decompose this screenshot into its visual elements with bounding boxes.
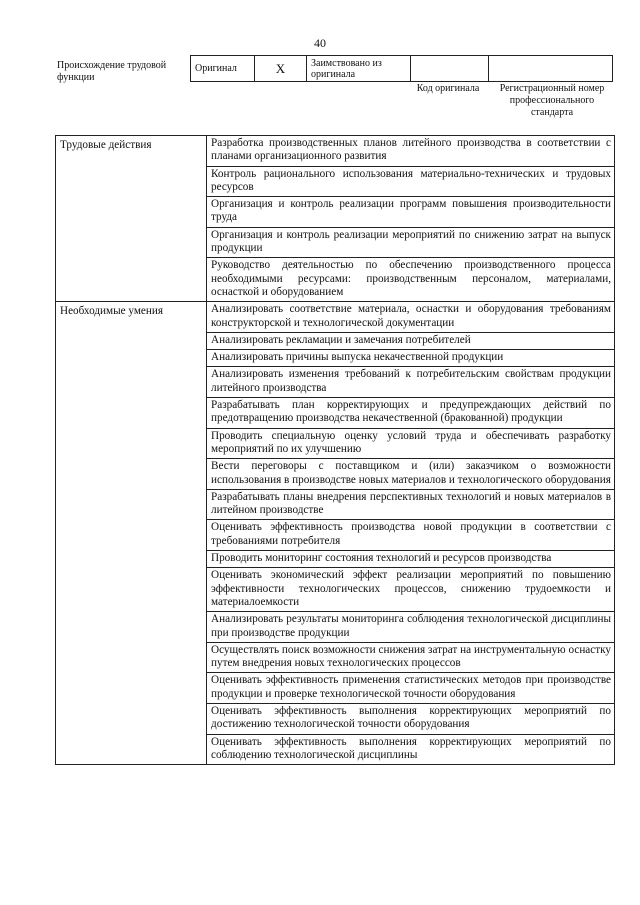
item-text: Анализировать результаты мониторинга соблюдения технологической дисциплины при производстве продукции — [207, 612, 615, 643]
borrowed-cell: Заимствовано из оригинала — [307, 56, 411, 82]
reg-number-caption: Регистрационный номер профессионального стандарта — [499, 83, 605, 118]
item-text: Осуществлять поиск возможности снижения затрат на инструментальную оснастку путем внедрения новых технологических процессов — [207, 642, 615, 673]
item-text: Разрабатывать планы внедрения перспективных технологий и новых материалов в литейном производстве — [207, 489, 615, 520]
item-text: Анализировать причины выпуска некачественной продукции — [207, 350, 615, 367]
section-label: Необходимые умения — [56, 302, 207, 765]
item-text: Разрабатывать план корректирующих и предупреждающих действий по предотвращению производства некачественной (бракованной) продукции — [207, 398, 615, 429]
item-text: Анализировать соответствие материала, оснастки и оборудования требованиям конструкторской и технологической документации — [207, 302, 615, 333]
original-cell: Оригинал — [191, 56, 255, 82]
item-text: Руководство деятельностью по обеспечению производственного процесса необходимыми ресурсами: производственным персоналом, материалами, оснасткой и оборудованием — [207, 258, 615, 302]
function-table — [55, 135, 615, 765]
table-row — [56, 136, 615, 167]
origin-table — [190, 55, 613, 82]
section-label: Трудовые действия — [56, 136, 207, 302]
item-text: Вести переговоры с поставщиком и (или) заказчиком о возможности использования в производстве новых материалов и технологического оборудования — [207, 459, 615, 490]
item-text: Оценивать эффективность применения статистических методов при производстве продукции и проверке технологической точности оборудования — [207, 673, 615, 704]
item-text: Проводить мониторинг состояния технологий и ресурсов производства — [207, 551, 615, 568]
item-text: Разработка производственных планов литейного производства в соответствии с планами организационного развития — [207, 136, 615, 167]
code-cell — [411, 56, 489, 82]
reg-number-cell — [489, 56, 613, 82]
item-text: Оценивать эффективность выполнения корректирующих мероприятий по достижению технологической точности оборудования — [207, 703, 615, 734]
item-text: Организация и контроль реализации программ повышения производительности труда — [207, 197, 615, 228]
item-text: Оценивать экономический эффект реализации мероприятий по повышению эффективности технологических процессов, снижению трудоемкости и материалоемкости — [207, 568, 615, 612]
page-number: 40 — [314, 36, 326, 50]
item-text: Организация и контроль реализации мероприятий по снижению затрат на выпуск продукции — [207, 227, 615, 258]
code-caption: Код оригинала — [416, 83, 480, 94]
item-text: Анализировать изменения требований к потребительским свойствам продукции литейного производства — [207, 367, 615, 398]
origin-label: Происхождение трудовой функции — [57, 60, 167, 83]
original-mark: X — [255, 56, 307, 82]
item-text: Контроль рационального использования материально-технических и трудовых ресурсов — [207, 166, 615, 197]
item-text: Оценивать эффективность производства новой продукции в соответствии с требованиями потребителя — [207, 520, 615, 551]
item-text: Проводить специальную оценку условий труда и обеспечивать разработку мероприятий по их улучшению — [207, 428, 615, 459]
item-text: Оценивать эффективность выполнения корректирующих мероприятий по соблюдению технологической дисциплины — [207, 734, 615, 765]
table-row — [56, 302, 615, 333]
item-text: Анализировать рекламации и замечания потребителей — [207, 332, 615, 349]
